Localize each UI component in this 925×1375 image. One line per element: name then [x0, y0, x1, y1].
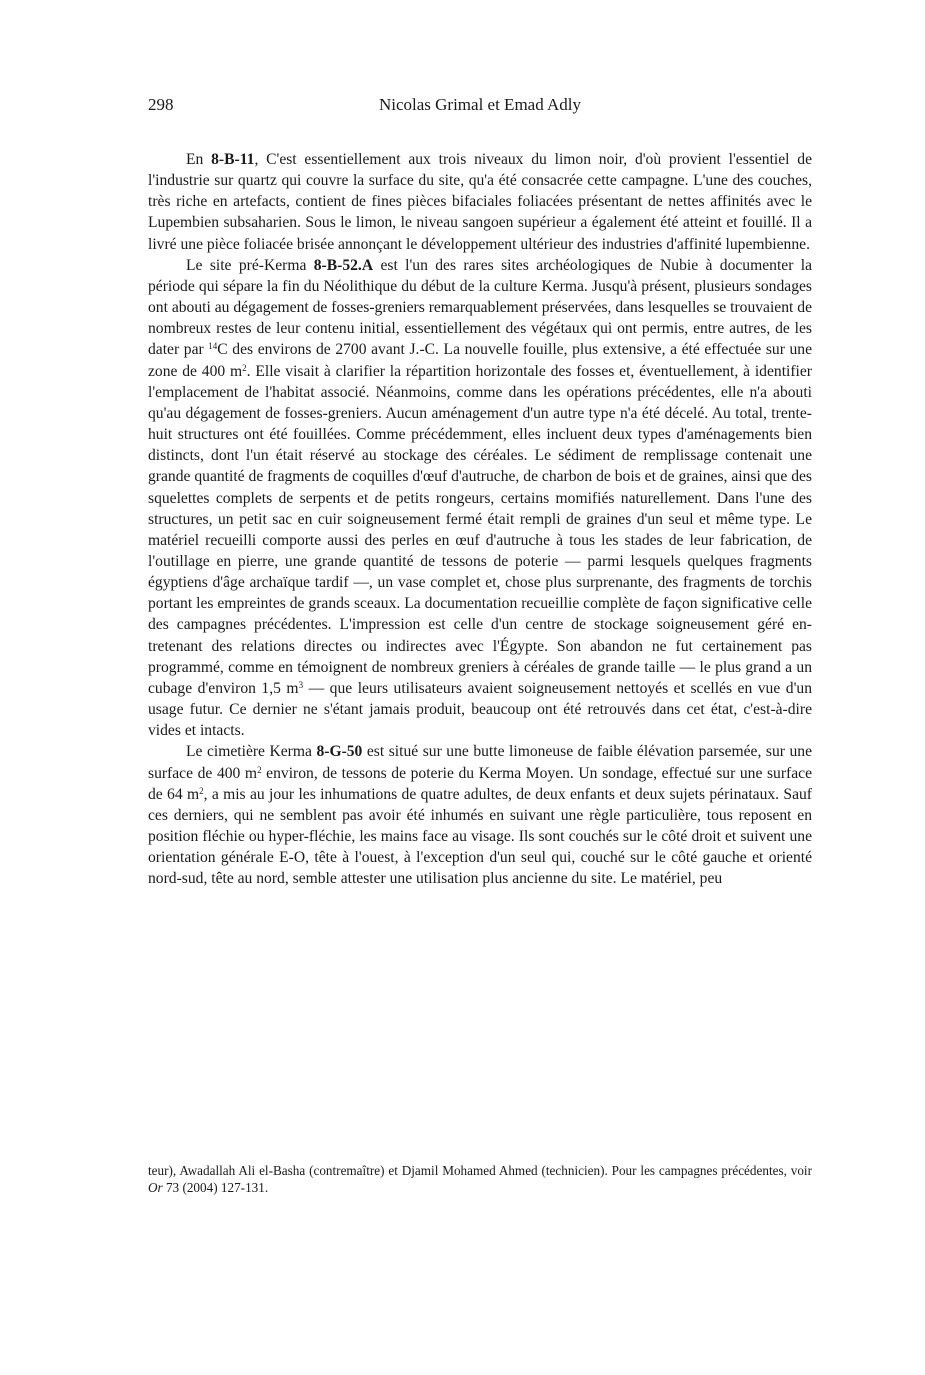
paragraph-text: C des environs de 2700 avant J.-C. La nouvelle fouille, plus extensive, a été effectuée sur une zone de 400 m: [148, 341, 813, 380]
page-header: [148, 95, 812, 119]
site-label: 8-B-11: [211, 151, 255, 168]
footnote-text-part: teur), Awadallah Ali el-Basha (contremaître) et Djamil Mohamed Ahmed (technicien). Pour les campagnes précédentes, voir: [148, 1163, 812, 1178]
area-superscript: 2: [199, 785, 204, 796]
isotope-superscript: 14: [208, 341, 218, 352]
main-text: [148, 149, 812, 889]
paragraph-text: . Elle visait à clarifier la répartition horizontale des fosses et, éventuellement, à identifier l'emplacement de l'habitat associé. Néanmoins, comme dans les opérations précédentes, elle n'a abouti qu'au dégagement de fosses-greniers. Aucun aménagement d'un autre type n'a été décelé. Au total, trente-huit structures ont été fouillées. Comme précédemment, elles incluent deux types d'aménagements bien distincts, dont l'un était réservé au stockage des céréales. Le sédiment de remplissage contenait une grande quantité de fragments de coquilles d'œuf d'autruche, de charbon de bois et de graines, ainsi que des squelettes complets de serpents et de petits rongeurs, certains momifiés naturellement. Dans l'une des structures, un petit sac en cuir soigneusement fermé était rempli de graines d'un seul et même type. Le matériel recueilli comporte aussi des perles en œuf d'autruche à tous les stades de leur fabrication, de l'outillage en pierre, une grande quantité de tessons de poterie — parmi lesquels quelques fragments égyptiens d'âge archaïque tardif —, un vase complet et, chose plus surprenante, des fragments de torchis portant les empreintes de grands sceaux. La documentation recueillie complète de façon significative celle des campagnes précédentes. L'impression est celle d'un centre de stockage soigneusement géré entretenant des relations directes ou indirectes avec l'Égypte. Son abandon ne fut certainement pas programmé, comme en témoignent de nombreux greniers à céréales de grande taille — le plus grand a un cubage d'environ 1,5 m: [148, 362, 812, 697]
paragraph-text: environ, de tessons de poterie du Kerma Moyen. Un sondage, effectué sur une surface de 64 m: [148, 764, 812, 803]
paragraph-8-B-52A: [148, 255, 812, 742]
paragraph-8-G-50: [148, 741, 812, 889]
paragraph-text: — que leurs utilisateurs avaient soigneusement nettoyés et scellés en vue d'un usage futur. Ce dernier ne s'étant jamais produit, beaucoup ont été retrouvés dans cet état, c'est-à-dire vides et intacts.: [148, 679, 812, 740]
page-number: 298: [148, 95, 174, 114]
paragraph-text: , C'est essentiellement aux trois niveaux du limon noir, d'où provient l'essentiel de l'industrie sur quartz qui couvre la surface du site, qu'a été consacrée cette campagne. L'une des couches, très riche en artefacts, contient de fines pièces bifaciales foliacées présentant de nettes affinités avec le Lupembien subsaharien. Sous le limon, le niveau sangoen supérieur a également été atteint et fouillé. Il a livré une pièce foliacée brisée annonçant le développement ultérieur des industries d'affinité lupembienne.: [148, 151, 812, 253]
paragraph-text: , a mis au jour les inhumations de quatre adultes, de deux enfants et deux sujets périnataux. Sauf ces derniers, qui ne semblent pas avoir été inhumés en suivant une règle particulière, tous reposent en position fléchie ou hyper-fléchie, les mains face au visage. Ils sont couchés sur le côté droit et suivent une orientation générale E-O, tête à l'ouest, à l'exception d'un seul qui, couché sur le côté gauche et orienté nord-sud, tête au nord, semble attester une utilisation plus ancienne du site. Le matériel, peu: [148, 785, 812, 888]
site-label: 8-G-50: [316, 743, 363, 761]
site-label: 8-B-52.A: [313, 256, 374, 274]
paragraph-lead: Le cimetière Kerma: [186, 743, 317, 761]
footnote-text: [148, 1162, 812, 1196]
paragraph-text: est situé sur une butte limoneuse de faible élévation parsemée, sur une surface de 400 m: [148, 743, 812, 782]
footnote: [148, 1162, 812, 1196]
area-superscript: 2: [242, 362, 247, 373]
paragraph-8-B-11: [148, 149, 812, 255]
footnote-text-part: 73 (2004) 127-131.: [162, 1180, 269, 1195]
area-superscript: 2: [257, 764, 262, 775]
running-head: Nicolas Grimal et Emad Adly: [378, 95, 582, 114]
journal-abbreviation: Or: [148, 1180, 163, 1195]
paragraph-lead: En: [186, 151, 212, 168]
volume-superscript: 3: [298, 679, 304, 690]
paragraph-text: est l'un des rares sites archéologiques de Nubie à documenter la période qui sépare la fin du Néolithique du début de la culture Kerma. Jusqu'à présent, plusieurs sondages ont abouti au dégagement de fosses-greniers remarquablement préservées, dans lesquelles se trouvaient de nombreux restes de leur contenu initial, essentiellement des végétaux qui ont permis, entre autres, de les dater par: [148, 256, 813, 359]
paragraph-lead: Le site pré-Kerma: [186, 256, 314, 274]
